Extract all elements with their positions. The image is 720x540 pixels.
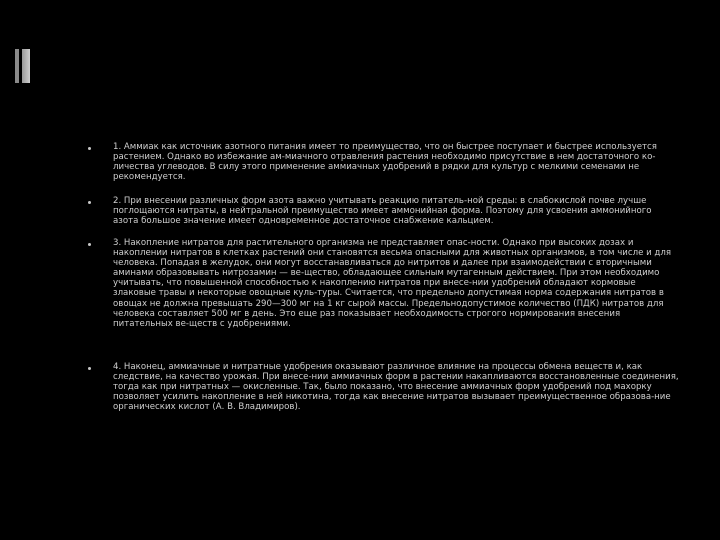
bullet-dot-icon (88, 147, 91, 150)
bullet-dot-icon (88, 243, 91, 246)
bullet-text: 2. При внесении различных форм азота важно учитывать реакцию питатель-ной среды: в слабокислой почве лучше поглощаются нитраты, в нейтральной преимущество имеет аммонийная форма. Поэтому для усвоения аммонийного азота большое значение имеет одновременное достаточное снабжение кальцием. (113, 196, 652, 227)
bullet-text: 3. Накопление нитратов для растительного организма не представляет опас-ности. Однако при высоких дозах и накоплении нитратов в клетках растений они становятся весьма опасными для животных организмов, в том числе и для человека. Попадая в желудок, они могут восстанавливаться до нитритов и далее при взаимодействии с вторичными аминами образовывать нитрозамин — ве-щество, обладающее сильным мутагенным действием. При этом необходимо учитывать, что повышенной способностью к накоплению нитратов при внесе-нии удобрений обладают кормовые злаковые травы и некоторые овощные куль-туры. Считается, что предельно допустимая норма содержания нитратов в овощах не должна превышать 290—300 мг на 1 кг сырой массы. Предельнодопустимое количество (ПДК) нитратов для человека составляет 500 мг в день. Это еще раз показывает необходимость строгого нормирования внесения питательных ве-ществ с удобрениями. (113, 238, 672, 329)
bullet-text: 1. Аммиак как источник азотного питания имеет то преимущество, что он быстрее поступает и быстрее используется растением. Однако во избежание ам-миачного отравления растения необходимо присутствие в нем достаточного ко-личества углеводов. В силу этого применение аммиачных удобрений в рядки для культур с мелкими семенами не рекомендуется. (113, 142, 657, 183)
decorative-bar (22, 49, 30, 83)
bullet-list (80, 138, 680, 438)
bullet-dot-icon (88, 367, 91, 370)
decorative-bar-thin (15, 49, 19, 83)
bullet-text: 4. Наконец, аммиачные и нитратные удобрения оказывают различное влияние на процессы обмена веществ и, как следствие, на качество урожая. При внесе-нии аммиачных форм в растении накапливаются восстановленные соединения, тогда как при нитратных — окисленные. Так, было показано, что внесение аммиачных форм удобрений под махорку позволяет усилить накопление в ней никотина, тогда как внесение нитратов вызывает преимущественное образова-ние органических кислот (А. В. Владимиров). (113, 362, 679, 413)
bullet-dot-icon (88, 201, 91, 204)
